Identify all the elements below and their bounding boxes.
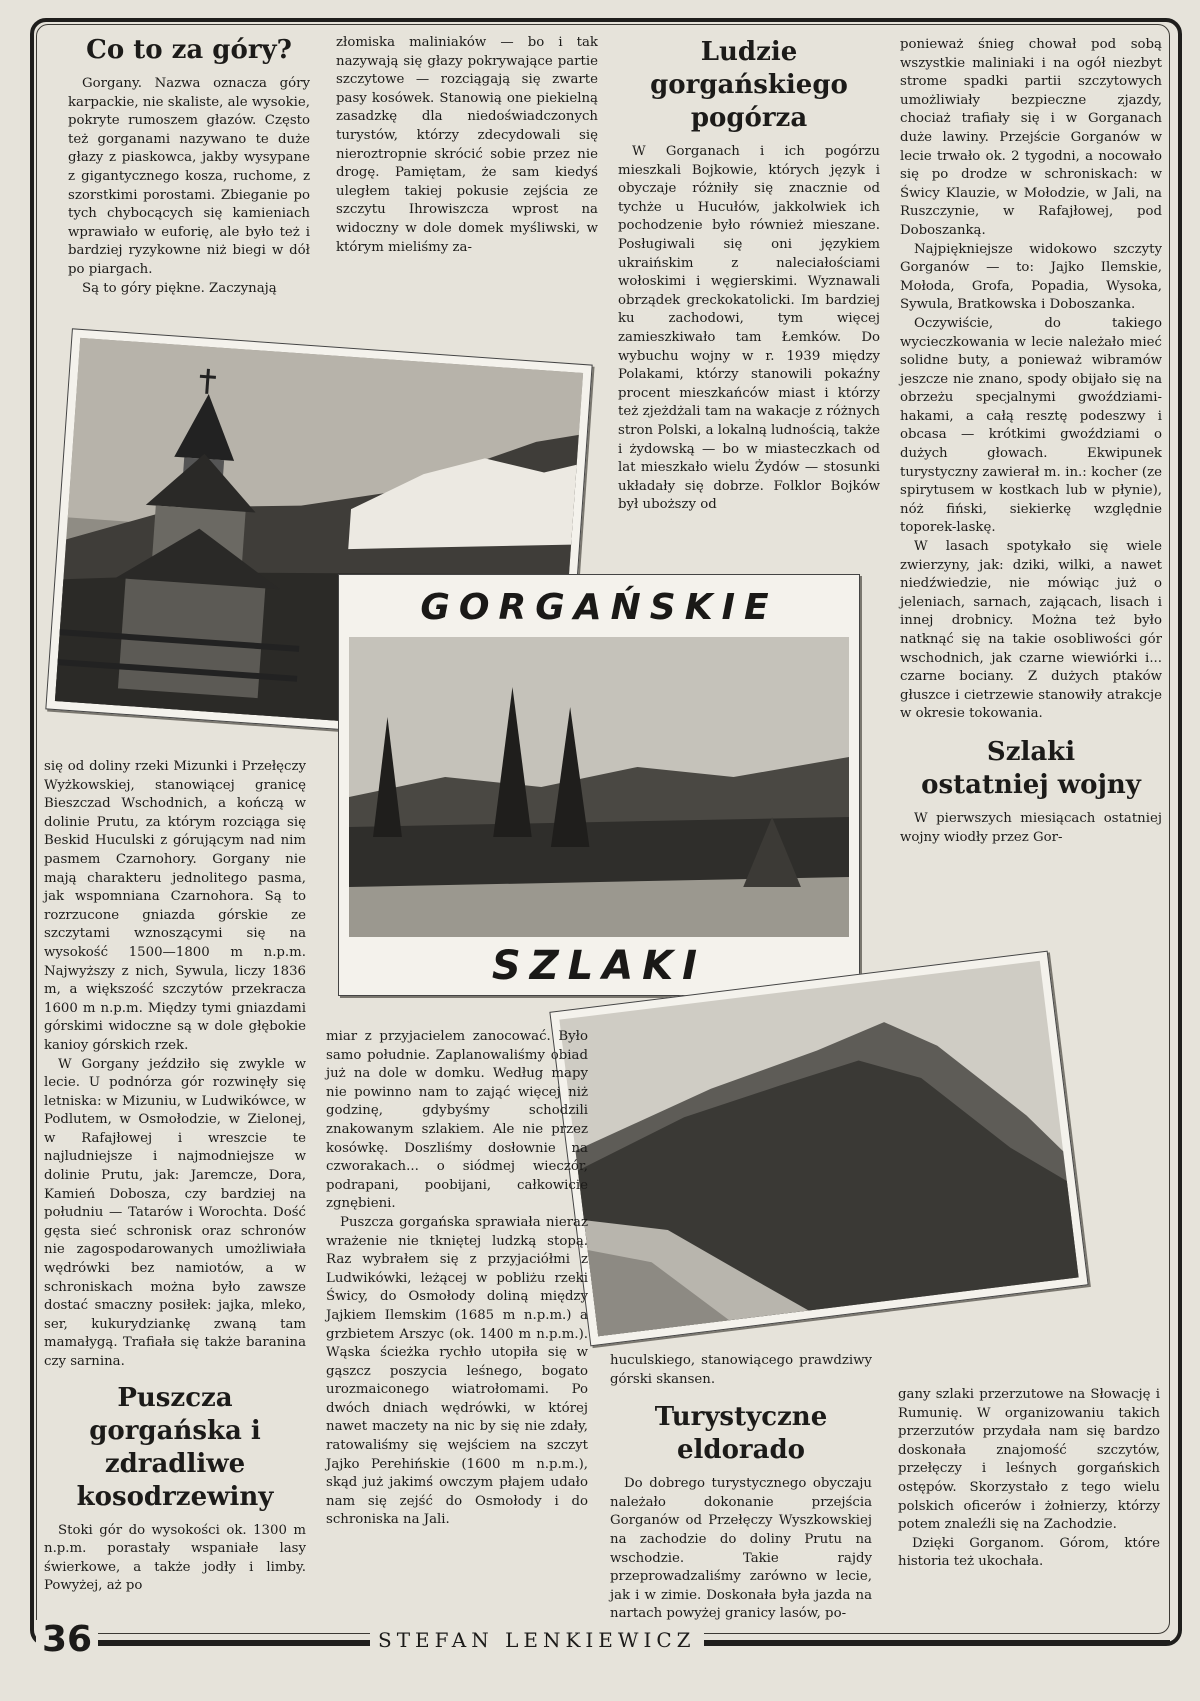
paragraph: złomiska maliniaków — bo i tak nazywają się głazy pokrywające partie szczytowe — rozciągają się zwarte pasy kosówek. Stanowią one piekielną zasadzkę dla niedoświadczonych turystów, którzy zdecydowali się nieroztropnie skrócić sobie przez nie drogę. Pamiętam, że sam kiedyś uległem takiej pokusie zejścia ze szczytu Ihrowiszcza wprost na widoczny w dole domek myśliwski, w którym mieliśmy za-: [336, 35, 598, 255]
page-footer: [30, 1620, 1180, 1660]
paragraph: Do dobrego turystycznego obyczaju należało dokonanie przejścia Gorganów od Przełęczy Wyszkowskiej na zachodzie do doliny Prutu na wschodzie. Takie rajdy przeprowadzaliśmy zarówno w lecie, jak i w zimie. Doskonała była jazda na nartach powyżej granicy lasów, po-: [610, 1476, 872, 1622]
page-number: 36: [36, 1620, 98, 1660]
paragraph: Stoki gór do wysokości ok. 1300 m n.p.m. porastały wspaniałe lasy świerkowe, a także jodły i limby. Powyżej, aż po: [44, 1522, 306, 1594]
title-szlaki: SZLAKI: [491, 943, 707, 989]
mountain-photo-image: [550, 952, 1087, 1345]
heading-turystyczne-eldorado: Turystyczne eldorado: [654, 1402, 828, 1466]
heading-szlaki-ostatniej-wojny: Szlaki ostatniej wojny: [921, 736, 1141, 800]
paragraph: się od doliny rzeki Mizunki i Przełęczy Wyżkowskiej, stanowiącej granicę Bieszczad Wschodnich, a kończą w dolinie Prutu, za którym rozciąga się Beskid Huculski z górującym nad nim pasmem Czarnohory. Gorgany nie mają charakteru jednolitego pasma, jak wspomniana Czarnohora. Są to rozrzucone gniazda górskie ze szczytami wznoszącymi się na wysokość 1500—1800 m n.p.m. Najwyższy z nich, Sywula, liczy 1836 m, a większość szczytów przekracza 1600 m n.p.m. Między tymi gniazdami górskimi widoczne są w dole głębokie kanioy górskich rzek.: [44, 759, 306, 1053]
column-2-bottom: [326, 1028, 588, 1530]
paragraph: Dzięki Gorganom. Górom, które historia też ukochała.: [898, 1535, 1160, 1570]
heading-puszcza-gorganska: Puszcza gorgańska i zdradliwe kosodrzewiny: [76, 1382, 274, 1512]
paragraph: Puszcza gorgańska sprawiała nieraz wrażenie nie tkniętej ludzką stopą. Raz wybrałem się z przyjaciółmi z Ludwikówki, leżącej w pobliżu rzeki Świcy, do Osmołody doliną między Jajkiem Ilemskim (1685 m n.p.m.) a grzbietem Arszyc (ok. 1400 m n.p.m.). Wąska ścieżka rychło utopiła się w gąszcz poszycia leśnego, bogato urozmaiconego wiatrołomami. Po dwóch dniach wędrówki, w której nawet maczety na nic by się nie zdały, ratowaliśmy się wejściem na szczyt Jajko Perehińskie (1600 m n.p.m.), skąd już jakimś owczym płajem udało nam się zejść do Osmołody i do schroniska na Jali.: [326, 1214, 588, 1528]
author-byline: STEFAN LENKIEWICZ: [370, 1628, 704, 1652]
column-4: [900, 36, 1162, 847]
paragraph: gany szlaki przerzutowe na Słowację i Rumunię. W organizowaniu takich przerzutów przydała nam się bardzo doskonała znajomość szczytów, przełęczy i leśnych gorgańskich ostępów. Skorzystało z tego wielu polskich oficerów i żołnierzy, którzy potem znaleźli się na Zachodzie.: [898, 1387, 1160, 1533]
column-3-top: [618, 36, 880, 515]
heading-ludzie-gorganskiego-pogorza: Ludzie gorgańskiego pogórza: [650, 37, 848, 133]
column-1-top: [68, 34, 310, 298]
column-3-bottom: [610, 1352, 872, 1624]
paragraph: miar z przyjacielem zanocować. Było samo południe. Zaplanowaliśmy obiad już na dole w domku. Według mapy nie powinno nam to zająć więcej niż godzinę, gdybyśmy schodzili znakowanym szlakiem. Ale nie przez kosówkę. Doszliśmy dosłownie na czworakach... o siódmej wieczór, podrapani, poobijani, całkowicie zgnębieni.: [326, 1029, 588, 1212]
column-2-top: [336, 34, 598, 257]
column-1-bottom: [44, 758, 306, 1596]
photo-center-landscape: [338, 574, 860, 996]
paragraph: W lasach spotykało się wiele zwierzyny, jak: dziki, wilki, a nawet niedźwiedzie, nie mówiąc już o jeleniach, sarnach, zającach, lisach i innej drobnicy. Można też było natknąć się na takie osobliwości gór wschodnich, jak czarne wiewiórki i... czarne bociany. Z dużych ptaków głuszce i cietrzewie stanowiły atrakcje w okresie tokowania.: [900, 539, 1162, 722]
landscape-photo-image: [349, 637, 849, 937]
paragraph: W Gorgany jeździło się zwykle w lecie. U podnórza gór rozwinęły się letniska: w Mizuniu, w Ludwikówce, w Podlutem, w Osmołodzie, w Zielonej, w Rafajłowej i wreszcie te najludniejsze i najmodniejsze w dolinie Prutu, jak: Jaremcze, Dora, Kamień Dobosza, czy bardziej na południu — Tatarów i Worochta. Dość gęsta sieć schronisk oraz schronów nie zagospodarowanych umożliwiała wędrówki bez namiotów, a w schroniskach można było zawsze dostać smaczny posiłek: jajka, mleko, ser, kukurydziankę zwaną tam mamałygą. Trafiała się także baranina czy sarnina.: [44, 1056, 306, 1369]
paragraph: Najpiękniejsze widokowo szczyty Gorganów — to: Jajko Ilemskie, Mołoda, Grofa, Popadia, Wysoka, Sywula, Bratkowska i Doboszanka.: [900, 241, 1162, 313]
paragraph: Są to góry piękne. Zaczynają: [82, 280, 277, 296]
paragraph: W Gorganach i ich pogórzu mieszkali Bojkowie, których język i obyczaje różniły się znacznie od tychże u Hucułów, jakkolwiek ich pochodzenie było również mieszane. Posługiwali się oni językiem ukraińskim z naleciałościami wołoskimi i węgierskimi. Wyznawali obrządek greckokatolicki. Im bardziej ku zachodowi, tym więcej zamieszkiwało tam Łemków. Do wybuchu wojny w r. 1939 między Polakami, którzy stanowili pokaźny procent mieszkańców miast i którzy też zjeżdżali tam na wakacje z różnych stron Polski, a lokalną ludnością, także i żydowską — bo w miasteczkach od lat mieszkało wielu Żydów — stosunki układały się dobrze. Folklor Bojków był uboższy od: [618, 144, 880, 513]
paragraph: W pierwszych miesiącach ostatniej wojny wiodły przez Gor-: [900, 810, 1162, 845]
title-gorganskie: GORGAŃSKIE: [420, 587, 778, 628]
paragraph: huculskiego, stanowiącego prawdziwy górski skansen.: [610, 1353, 872, 1387]
paragraph: Oczywiście, do takiego wycieczkowania w lecie należało mieć solidne buty, a ponieważ wibramów jeszcze nie znano, spody obijało się na obrzeżu specjalnymi gwoździami-hakami, a całą resztę podeszwy i obcasa — krótkimi gwoździami o dużych głowach. Ekwipunek turystyczny zawierał m. in.: kocher (ze spirytusem w kostkach lub w płynie), nóż fiński, siekierkę względnie toporek-laskę.: [900, 315, 1162, 536]
photo-mountain-slope: [549, 951, 1088, 1347]
paragraph: Gorgany. Nazwa oznacza góry karpackie, nie skaliste, ale wysokie, pokryte rumoszem głazów. Często też gorganami nazywano te duże głazy z piaskowca, jakby wysypane z gigantycznego kosza, ruchome, z szorstkimi porostami. Zbieganie po tych chybocących się kamieniach wprawiało w euforię, ale było też i bardziej ryzykowne niż biegi w dół po piargach.: [68, 76, 310, 277]
heading-co-to-za-gory: Co to za góry?: [86, 35, 292, 65]
column-4-bottom: [898, 1386, 1160, 1572]
paragraph: ponieważ śnieg chował pod sobą wszystkie maliniaki i na ogół niezbyt strome spadki partii szczytowych umożliwiały bezpieczne zjazdy, chociaż trafiały się i w Gorganach duże lawiny. Przejście Gorganów w lecie trwało ok. 2 tygodni, a nocowało się po drodze w schroniskach: w Świcy Klauzie, w Mołodzie, w Jali, na Ruszczynie, w Rafajłowej, pod Doboszanką.: [900, 37, 1162, 238]
